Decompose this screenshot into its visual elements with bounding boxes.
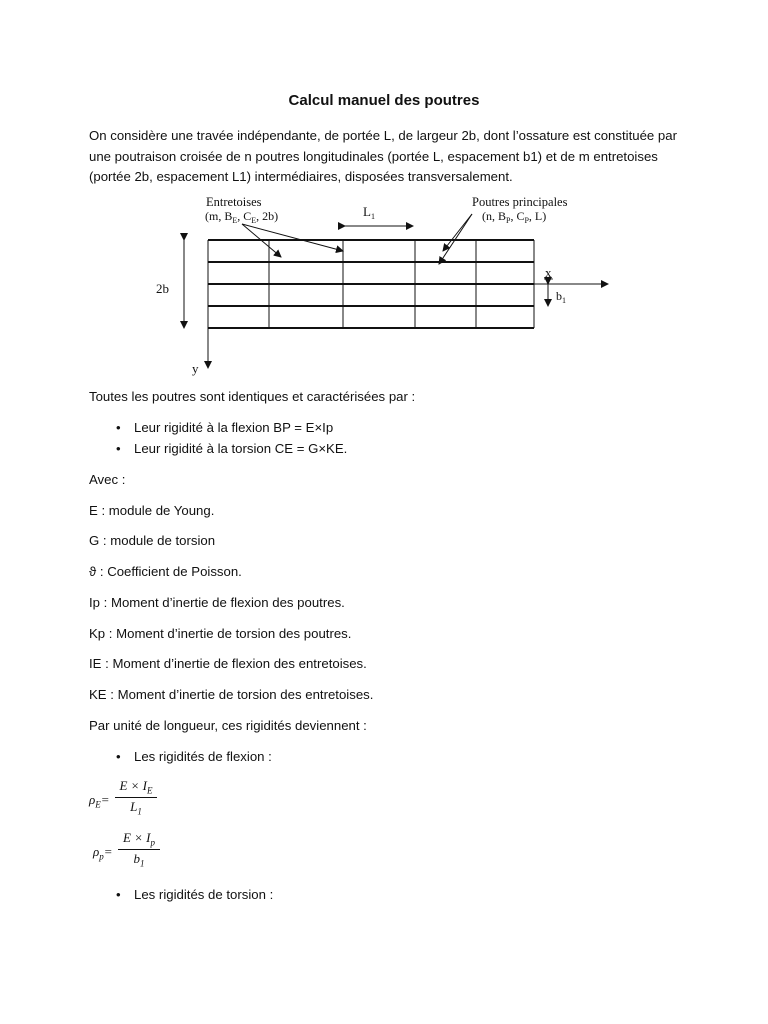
entretoises-label: Entretoises (206, 195, 262, 209)
entretoises-arrow-2 (242, 224, 343, 251)
poutres-arrow-1 (443, 214, 472, 251)
beam-grid-diagram (150, 192, 620, 382)
grid-longitudinal-beams (208, 240, 534, 328)
dimension-b1-label: $b_1$ (556, 289, 566, 305)
formula-rho-E: $\rho_E=$ $E \times I_E$ $L_1$ (89, 778, 169, 822)
document-page: Calcul manuel des poutres On considère une travée indépendante, de portée L, de largeur 2b, dont l’ossature est constituée par une poutraison croisée de n poutres longitudinales (portée L, espacement b1) et de m entretoises (portée 2b, espacement L1) intermédiaires, disposées transversalement. x y 2b $b_1$ $L_1$ Entretoises (m, $B_E$, $C_E$, 2b) Poutres principales (n, $B_P$, $C_P$, L) Toutes les poutres sont identiques et caractérisées par : • Leur rigidité à la flexion BP = E×Ip • Leur rigidité à la torsion CE = G×KE. Avec : E : module de Young. G : module de torsion ϑ : Coefficient de Poisson. Ip : Moment d’inertie de flexion des poutres. Kp : Moment d’inertie de torsion des poutres. IE : Moment d’inertie de flexion des entretoises. KE : Moment d’inertie de torsion des entretoises. Par unité de longueur, ces rigidités deviennent : • Les rigidités de flexion : $\rho_E=$ $E \times I_E$ $L_1$ $\rho_p=$ $E \times I_p$ $b_1$ • Les rigidités de torsion : (0, 0, 768, 1024)
definition-item: ϑ : Coefficient de Poisson. (89, 564, 242, 579)
dimension-L1-label: $L_1$ (363, 204, 375, 221)
poutres-params: (n, $B_P$, $C_P$, L) (482, 209, 547, 225)
intro-paragraph: On considère une travée indépendante, de portée L, de largeur 2b, dont l’ossature est constituée par une poutraison croisée de n poutres longitudinales (portée L, espacement b1) et de m entretoises (portée 2b, espacement L1) intermédiaires, disposées transversalement. (89, 128, 677, 184)
bullet-icon: • (116, 887, 121, 902)
definition-item: KE : Moment d’inertie de torsion des entretoises. (89, 687, 374, 702)
page-title: Calcul manuel des poutres (288, 92, 480, 109)
y-axis-label: y (192, 361, 199, 376)
identical-beams-text: Toutes les poutres sont identiques et caractérisées par : (89, 389, 416, 404)
definition-item: Kp : Moment d’inertie de torsion des poutres. (89, 626, 352, 641)
poutres-label: Poutres principales (472, 195, 568, 209)
per-unit-text: Par unité de longueur, ces rigidités deviennent : (89, 718, 367, 733)
bullet-icon: • (116, 441, 121, 456)
entretoises-params: (m, $B_E$, $C_E$, 2b) (205, 209, 279, 225)
formula-rho-P: $\rho_p=$ $E \times I_p$ $b_1$ (93, 830, 173, 874)
x-axis-label: x (545, 265, 552, 280)
definition-item: Ip : Moment d’inertie de flexion des poutres. (89, 595, 345, 610)
definition-item: E : module de Young. (89, 503, 215, 518)
avec-label: Avec : (89, 472, 126, 487)
bullet-icon: • (116, 749, 121, 764)
bullet-icon: • (116, 420, 121, 435)
dimension-2b-label: 2b (156, 281, 169, 296)
definition-item: IE : Moment d’inertie de flexion des entretoises. (89, 656, 367, 671)
definition-item: G : module de torsion (89, 533, 216, 548)
